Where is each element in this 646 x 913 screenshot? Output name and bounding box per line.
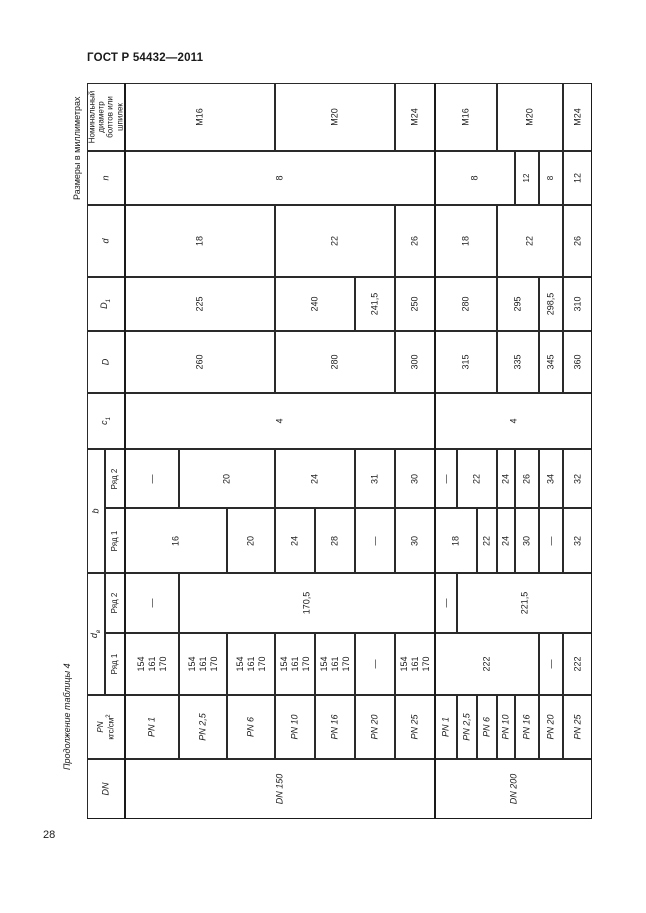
bolt-cell: M20 (497, 83, 563, 151)
d-cell: 22 (497, 205, 563, 277)
header-b-row1: Ряд 1 (105, 508, 125, 573)
dn-150-cell: DN 150 (125, 759, 435, 819)
b2-cell: 20 (179, 449, 275, 508)
header-c1: $c_1$ (87, 393, 125, 449)
b1-cell: 30 (515, 508, 539, 573)
header-n: n (87, 151, 125, 205)
dv1-cell: 154 161 170 (275, 633, 315, 695)
table-caption: Продолжение таблицы 4 (62, 663, 72, 770)
b2-cell: 30 (395, 449, 435, 508)
bolt-cell: M16 (435, 83, 497, 151)
dv2-cell: 221,5 (457, 573, 592, 633)
b1-cell: — (539, 508, 563, 573)
dv1-cell: 222 (435, 633, 539, 695)
c1-cell: 4 (125, 393, 435, 449)
b2-cell: 24 (275, 449, 355, 508)
b1-cell: 24 (275, 508, 315, 573)
dv1-cell: 154 161 170 (125, 633, 179, 695)
b2-cell: — (125, 449, 179, 508)
d-cell: 18 (125, 205, 275, 277)
bolt-cell: M24 (563, 83, 592, 151)
header-d: d (87, 205, 125, 277)
header-dv-row1: Ряд 1 (105, 633, 125, 695)
dv1-cell: 154 161 170 (315, 633, 355, 695)
table-frame (87, 83, 592, 819)
units-note: Размеры в миллиметрах (72, 96, 82, 200)
D1-cell: 240 (275, 277, 355, 331)
d-cell: 18 (435, 205, 497, 277)
dn-200-cell: DN 200 (435, 759, 592, 819)
pn-cell: PN 6 (227, 695, 275, 759)
pn-cell: PN 10 (497, 695, 515, 759)
b1-cell: 32 (563, 508, 592, 573)
b1-cell: 16 (125, 508, 227, 573)
b1-cell: 22 (477, 508, 497, 573)
pn-cell: PN 20 (539, 695, 563, 759)
D1-cell: 225 (125, 277, 275, 331)
D1-cell: 280 (435, 277, 497, 331)
b1-cell: 24 (497, 508, 515, 573)
header-dv-row2: Ряд 2 (105, 573, 125, 633)
d-cell: 26 (395, 205, 435, 277)
b1-cell: 28 (315, 508, 355, 573)
header-b: b (87, 449, 105, 573)
table-rule (124, 83, 126, 819)
dv1-cell: — (539, 633, 563, 695)
d-cell: 22 (275, 205, 395, 277)
n-cell: 12 (563, 151, 592, 205)
dv2-cell: — (435, 573, 457, 633)
D-cell: 280 (275, 331, 395, 393)
n-cell: 8 (125, 151, 435, 205)
table-rule (87, 818, 592, 820)
n-cell: 8 (539, 151, 563, 205)
header-D: D (87, 331, 125, 393)
b2-cell: 32 (563, 449, 592, 508)
header-b-row2: Ряд 2 (105, 449, 125, 508)
n-cell: 8 (435, 151, 515, 205)
header-pn: PN кгс/$см^2$ (87, 695, 125, 759)
D1-cell: 241,5 (355, 277, 395, 331)
D-cell: 335 (497, 331, 539, 393)
pn-cell: PN 16 (315, 695, 355, 759)
bolt-cell: M20 (275, 83, 395, 151)
n-cell: 12 (515, 151, 539, 205)
D1-cell: 310 (563, 277, 592, 331)
b1-cell: — (355, 508, 395, 573)
header-D1: $D_1$ (87, 277, 125, 331)
pn-cell: PN 25 (563, 695, 592, 759)
b1-cell: 20 (227, 508, 275, 573)
dv1-cell: 154 161 170 (227, 633, 275, 695)
table-rule (434, 83, 436, 819)
D1-cell: 295 (497, 277, 539, 331)
b2-cell: 22 (457, 449, 497, 508)
b2-cell: — (435, 449, 457, 508)
document-number: ГОСТ Р 54432—2011 (87, 52, 204, 64)
dv2-cell: 170,5 (179, 573, 435, 633)
header-bolt: Номинальный диаметр болтов или шпилек (87, 83, 125, 151)
pn-cell: PN 16 (515, 695, 539, 759)
pn-cell: PN 25 (395, 695, 435, 759)
b1-cell: 18 (435, 508, 477, 573)
D-cell: 345 (539, 331, 563, 393)
bolt-cell: M16 (125, 83, 275, 151)
bolt-cell: M24 (395, 83, 435, 151)
d-cell: 26 (563, 205, 592, 277)
D1-cell: 298,5 (539, 277, 563, 331)
D-cell: 360 (563, 331, 592, 393)
page-number: 28 (43, 829, 56, 841)
dv1-cell: — (355, 633, 395, 695)
D1-cell: 250 (395, 277, 435, 331)
b2-cell: 34 (539, 449, 563, 508)
pn-cell: PN 10 (275, 695, 315, 759)
dv2-cell: — (125, 573, 179, 633)
b2-cell: 24 (497, 449, 515, 508)
D-cell: 260 (125, 331, 275, 393)
pn-cell: PN 2,5 (457, 695, 477, 759)
pn-cell: PN 6 (477, 695, 497, 759)
dv1-cell: 154 161 170 (395, 633, 435, 695)
c1-cell: 4 (435, 393, 592, 449)
b2-cell: 26 (515, 449, 539, 508)
b2-cell: 31 (355, 449, 395, 508)
pn-cell: PN 2,5 (179, 695, 227, 759)
header-dn: DN (87, 759, 125, 819)
pn-cell: PN 1 (125, 695, 179, 759)
table-rule (591, 83, 593, 819)
dv1-cell: 222 (563, 633, 592, 695)
pn-cell: PN 20 (355, 695, 395, 759)
b1-cell: 30 (395, 508, 435, 573)
D-cell: 315 (435, 331, 497, 393)
header-dv: $d_в$ (87, 573, 105, 695)
dv1-cell: 154 161 170 (179, 633, 227, 695)
D-cell: 300 (395, 331, 435, 393)
pn-cell: PN 1 (435, 695, 457, 759)
